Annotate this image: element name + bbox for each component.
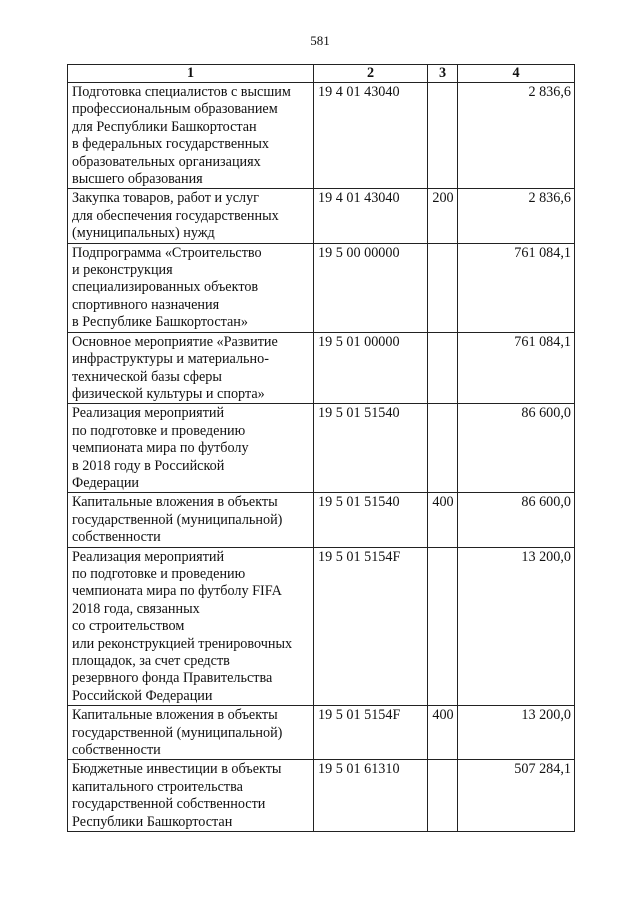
page-number: 581 [310, 33, 330, 48]
row-code: 19 5 01 5154F [314, 706, 428, 760]
row-expense-type [428, 760, 458, 832]
column-header-amount: 4 [458, 65, 575, 83]
row-code: 19 4 01 43040 [314, 189, 428, 243]
column-header-type: 3 [428, 65, 458, 83]
row-code: 19 5 01 51540 [314, 404, 428, 493]
column-header-name: 1 [68, 65, 314, 83]
table-header-row [68, 65, 575, 83]
row-name: Реализация мероприятий по подготовке и проведению чемпионата мира по футболу FIFA 2018 года, связанных со строительством или реконструкцией тренировочных площадок, за счет средств резервного фонда Правительства Российской Федерации [68, 547, 314, 706]
table-row [68, 83, 575, 189]
row-name: Подпрограмма «Строительство и реконструкция специализированных объектов спортивного назначения в Республике Башкортостан» [68, 243, 314, 332]
row-amount: 86 600,0 [458, 493, 575, 547]
row-amount: 13 200,0 [458, 547, 575, 706]
row-amount: 2 836,6 [458, 83, 575, 189]
row-code: 19 5 01 5154F [314, 547, 428, 706]
row-code: 19 5 01 00000 [314, 332, 428, 404]
row-name: Бюджетные инвестиции в объекты капитального строительства государственной собственности Республики Башкортостан [68, 760, 314, 832]
row-code: 19 4 01 43040 [314, 83, 428, 189]
row-expense-type [428, 332, 458, 404]
table-row [68, 243, 575, 332]
row-amount: 2 836,6 [458, 189, 575, 243]
row-name: Основное мероприятие «Развитие инфраструктуры и материально- технической базы сферы физической культуры и спорта» [68, 332, 314, 404]
table-row [68, 493, 575, 547]
row-amount: 86 600,0 [458, 404, 575, 493]
row-code: 19 5 01 61310 [314, 760, 428, 832]
row-code: 19 5 00 00000 [314, 243, 428, 332]
table-row [68, 189, 575, 243]
row-code: 19 5 01 51540 [314, 493, 428, 547]
row-expense-type [428, 83, 458, 189]
row-expense-type [428, 404, 458, 493]
row-amount: 13 200,0 [458, 706, 575, 760]
row-amount: 507 284,1 [458, 760, 575, 832]
table-row [68, 706, 575, 760]
table-row [68, 760, 575, 832]
table-row [68, 404, 575, 493]
row-amount: 761 084,1 [458, 243, 575, 332]
row-expense-type: 400 [428, 493, 458, 547]
row-name: Подготовка специалистов с высшим профессиональным образованием для Республики Башкортостан в федеральных государственных образовательных организациях высшего образования [68, 83, 314, 189]
row-expense-type: 400 [428, 706, 458, 760]
table-row [68, 332, 575, 404]
row-name: Закупка товаров, работ и услуг для обеспечения государственных (муниципальных) нужд [68, 189, 314, 243]
row-expense-type [428, 243, 458, 332]
budget-table [67, 64, 575, 832]
row-name: Реализация мероприятий по подготовке и проведению чемпионата мира по футболу в 2018 году в Российской Федерации [68, 404, 314, 493]
row-amount: 761 084,1 [458, 332, 575, 404]
row-name: Капитальные вложения в объекты государственной (муниципальной) собственности [68, 706, 314, 760]
row-expense-type: 200 [428, 189, 458, 243]
row-expense-type [428, 547, 458, 706]
row-name: Капитальные вложения в объекты государственной (муниципальной) собственности [68, 493, 314, 547]
table-row [68, 547, 575, 706]
column-header-code: 2 [314, 65, 428, 83]
